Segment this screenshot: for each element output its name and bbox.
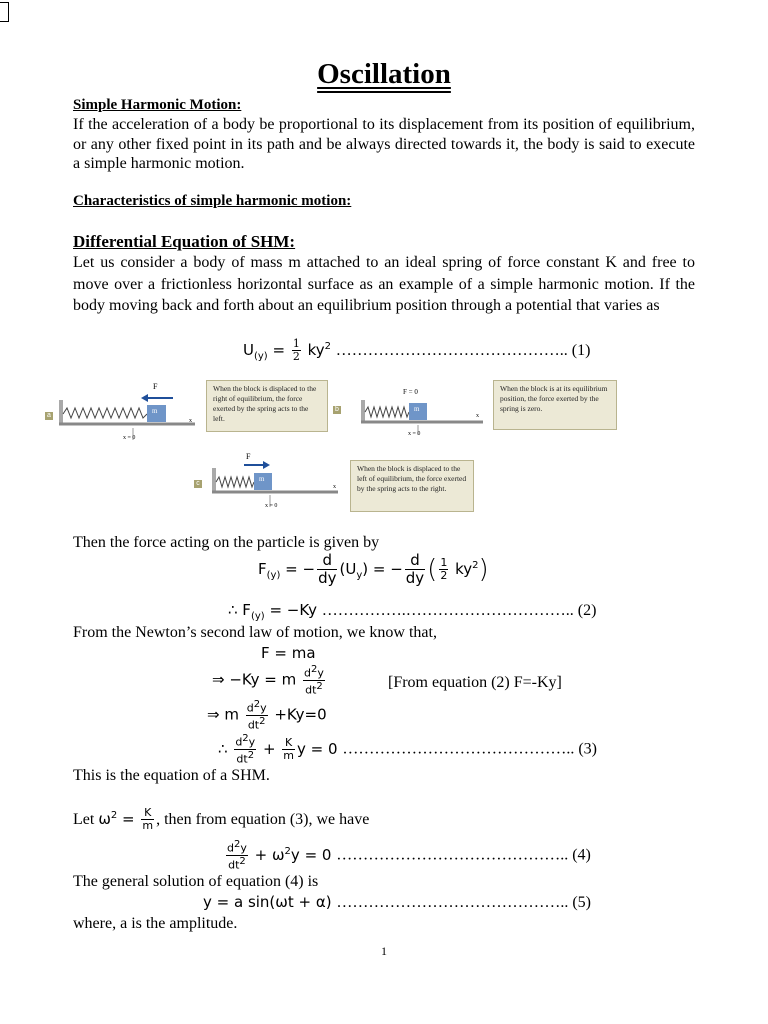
- figure-b-callout: When the block is at its equilibrium position, the force exerted by the spring is zero.: [493, 380, 617, 430]
- figure-b-label: b: [333, 406, 341, 414]
- figure-c: [190, 452, 350, 512]
- f-equals-ma: F = ma: [261, 644, 316, 662]
- equation-3-dots: …………………………………….. (3): [342, 740, 597, 758]
- equation-1: $U_{(y)}$ = $\frac{1}{2}$ $ky^2$ …………………………………….. (1): [243, 337, 591, 363]
- from-equation-note: [From equation (2) F=-Ky]: [388, 674, 562, 691]
- figure-c-mass: m: [259, 475, 265, 483]
- figure-a-force: F: [153, 382, 158, 391]
- equation-2-dots: …………….………………………….. (2): [321, 602, 597, 619]
- equation-4-dots: …………………………………….. (4): [336, 846, 591, 864]
- shm-heading: Simple Harmonic Motion:: [73, 97, 242, 113]
- figure-b-force: F = 0: [403, 388, 418, 396]
- figure-a-label: a: [45, 412, 53, 420]
- page-title: Oscillation: [317, 58, 451, 90]
- equation-5: y = a sin(ωt + α) …………………………………….. (5): [203, 893, 591, 911]
- differential-paragraph: Let us consider a body of mass m attached to an ideal spring of force constant K and free to move over a frictionless horizontal surface as an example of a simple harmonic motion. If the body moving back and forth about an equilibrium position through a potential that varies as: [73, 254, 695, 314]
- amplitude-note: where, a is the amplitude.: [73, 915, 238, 932]
- let-omega-suffix: , then from equation (3), we have: [156, 811, 370, 828]
- figure-a-mass: m: [152, 407, 158, 415]
- equation-4: $\frac{d^2y}{dt^2}$ + $\omega^2y = 0$ …………………………………….. (4): [227, 839, 591, 872]
- equation-5-dots: …………………………………….. (5): [336, 894, 591, 911]
- newton-intro: From the Newton’s second law of motion, we know that,: [73, 624, 437, 641]
- figure-a-x: x: [189, 418, 192, 424]
- force-intro: Then the force acting on the particle is given by: [73, 534, 380, 551]
- equation-3: ∴ $\frac{d^2y}{dt^2}$ + $\frac{K}{m}$ y = 0 …………………………………….. (3): [218, 733, 597, 766]
- minus-ky-equation: ⇒ −Ky = m $\frac{d^2y}{dt^2}$: [212, 664, 324, 697]
- shm-equation-note: This is the equation of a SHM.: [73, 767, 270, 784]
- rearranged-equation: ⇒ m $\frac{d^2y}{dt^2}$ +Ky=0: [207, 699, 327, 732]
- general-solution-intro: The general solution of equation (4) is: [73, 873, 319, 890]
- figure-b: [333, 380, 493, 440]
- equation-1-dots: …………………………………….. (1): [335, 342, 591, 359]
- figure-c-label: c: [194, 480, 202, 488]
- page-number: 1: [381, 944, 387, 958]
- corner-box: [0, 2, 9, 22]
- figure-a-origin: x = 0: [123, 435, 136, 441]
- figure-c-origin: x = 0: [265, 503, 278, 509]
- let-omega: Let $\omega^2$ = $\frac{K}{m}$ , then from equation (3), we have: [73, 806, 370, 832]
- figure-b-mass: m: [414, 405, 420, 413]
- figure-b-x: x: [476, 413, 479, 419]
- force-derivative: $F_{(y)}$ = − $\frac{d}{dy}$ $(U_y)$ = − $\frac{d}{dy}$ ( $\frac{1}{2}$ $ky^2$): [258, 551, 489, 587]
- figure-c-callout: When the block is displaced to the left of equilibrium, the force exerted by the spring acts to the right.: [350, 460, 474, 512]
- figure-b-origin: x = 0: [408, 431, 421, 437]
- equation-2: ∴ $F_{(y)} = -Ky$ …………….………………………….. (2): [228, 601, 597, 622]
- differential-heading: Differential Equation of SHM:: [73, 232, 296, 251]
- figure-c-force: F: [246, 452, 251, 461]
- characteristics-heading: Characteristics of simple harmonic motion:: [73, 193, 352, 209]
- figure-c-x: x: [333, 484, 336, 490]
- let-omega-prefix: Let: [73, 811, 95, 828]
- shm-paragraph: If the acceleration of a body be proportional to its displacement from its position of equilibrium, or any other fixed point in its path and be always directed towards it, the body is said to execute a simple harmonic motion.: [73, 116, 695, 172]
- figure-a-callout: When the block is displaced to the right of equilibrium, the force exerted by the spring acts to the left.: [206, 380, 328, 432]
